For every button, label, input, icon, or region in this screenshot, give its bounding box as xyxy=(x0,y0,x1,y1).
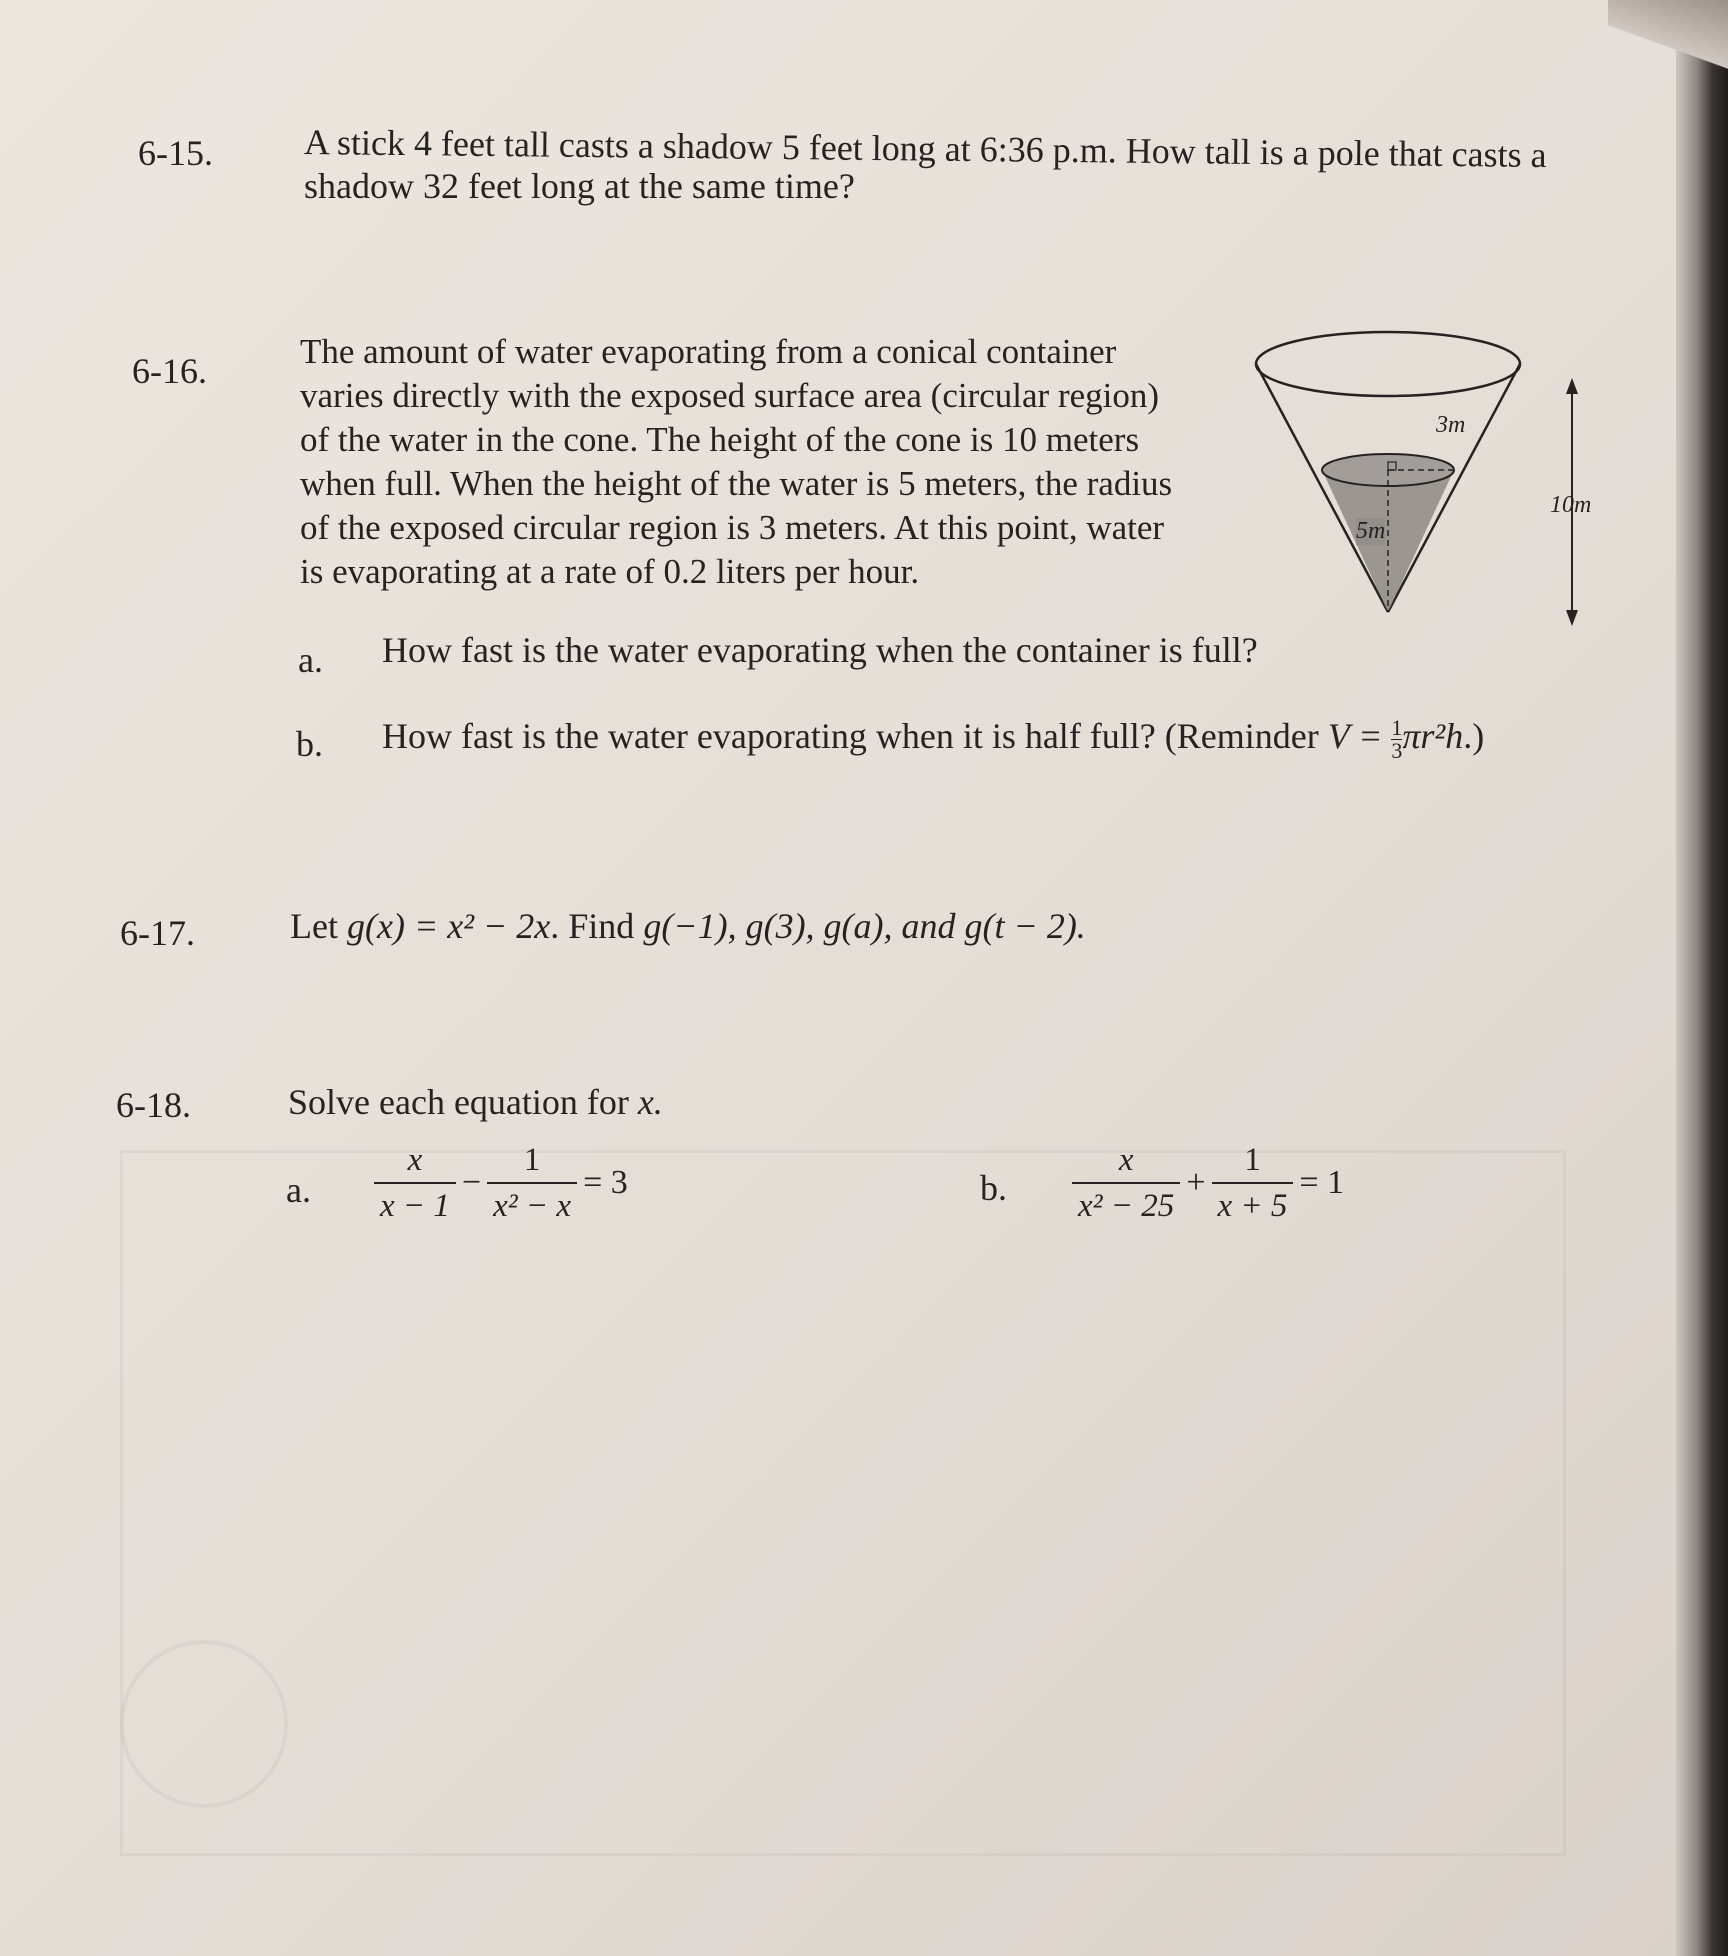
fraction-b1-denominator: x² − 25 xyxy=(1072,1182,1180,1226)
problem-number-6-18: 6-18. xyxy=(116,1085,191,1125)
problem-6-16b-end: .) xyxy=(1463,716,1485,756)
problem-6-16a-text: How fast is the water evaporating when the container is full? xyxy=(382,630,1258,670)
cone-figure xyxy=(1240,320,1600,640)
part-label-6-18a: a. xyxy=(286,1170,311,1210)
fraction-b2-denominator: x + 5 xyxy=(1212,1182,1294,1226)
problem-6-16-line: of the exposed circular region is 3 meters. At this point, water xyxy=(300,508,1165,547)
page-corner xyxy=(1608,0,1728,70)
problem-6-15-line2: shadow 32 feet long at the same time? xyxy=(304,166,855,206)
prompt-variable: x. xyxy=(637,1082,663,1122)
plus-operator: + xyxy=(1186,1164,1206,1201)
function-values: g(−1), g(3), g(a), and g(t − 2). xyxy=(643,906,1086,946)
fraction-denominator: 3 xyxy=(1391,738,1403,764)
problem-6-16-line: of the water in the cone. The height of the cone is 10 meters xyxy=(300,420,1140,459)
fraction-a2-numerator: 1 xyxy=(523,1142,541,1178)
problem-6-17-text xyxy=(290,904,1086,948)
fraction-a2-denominator: x² − x xyxy=(487,1182,577,1226)
let-word: Let xyxy=(290,906,338,946)
problem-6-15-line1: A stick 4 feet tall casts a shadow 5 feet long at 6:36 p.m. How tall is a pole that casts a xyxy=(303,122,1547,176)
show-through-circle xyxy=(120,1640,288,1808)
problem-6-16-line: varies directly with the exposed surface area (circular region) xyxy=(300,376,1160,415)
problem-6-18-prompt xyxy=(288,1080,663,1124)
prompt-text: Solve each equation for xyxy=(288,1082,629,1122)
problem-6-16-line: is evaporating at a rate of 0.2 liters per hour. xyxy=(300,552,920,591)
part-label-6-18b: b. xyxy=(980,1168,1007,1208)
fraction-a1-denominator: x − 1 xyxy=(374,1182,456,1226)
volume-formula-lhs: V = xyxy=(1327,716,1383,756)
minus-operator: − xyxy=(461,1164,482,1201)
part-label-6-16b: b. xyxy=(296,724,323,764)
problem-number-6-17: 6-17. xyxy=(120,913,195,953)
find-word: . Find xyxy=(550,906,635,946)
one-third-fraction xyxy=(1391,717,1402,762)
fraction-b1-numerator: x xyxy=(1118,1142,1134,1178)
volume-formula-rhs: πr²h xyxy=(1402,716,1464,756)
problem-number-6-16: 6-16. xyxy=(132,351,207,391)
fraction-b2-numerator: 1 xyxy=(1244,1142,1261,1178)
problem-6-16-line: when full. When the height of the water is 5 meters, the radius xyxy=(300,464,1173,503)
page-edge xyxy=(1676,0,1728,1956)
cone-height-label: 10m xyxy=(1550,492,1592,518)
water-height-label: 5m xyxy=(1356,518,1386,544)
show-through-box xyxy=(120,1150,1566,1856)
equation-a-rhs: = 3 xyxy=(583,1164,628,1201)
function-definition: g(x) = x² − 2x xyxy=(346,906,551,946)
part-label-6-16a: a. xyxy=(298,640,323,680)
problem-6-16-line: The amount of water evaporating from a conical container xyxy=(300,332,1117,371)
radius-label: 3m xyxy=(1436,412,1466,438)
problem-number-6-15: 6-15. xyxy=(138,133,213,173)
equation-b-rhs: = 1 xyxy=(1299,1164,1345,1201)
problem-6-16b-prefix: How fast is the water evaporating when it is half full? (Reminder xyxy=(382,716,1328,756)
problem-6-16-body xyxy=(300,330,1280,594)
problem-6-16b-text xyxy=(382,714,1484,762)
fraction-numerator: 1 xyxy=(1391,715,1403,741)
fraction-a1-numerator: x xyxy=(407,1142,423,1178)
